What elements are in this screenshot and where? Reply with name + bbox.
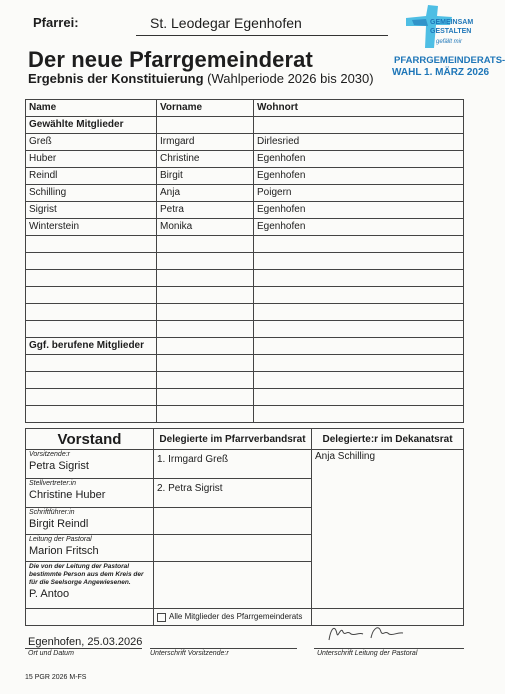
form-code: 15 PGR 2026 M-FS (25, 674, 87, 681)
pastoral-signature-line (314, 648, 464, 649)
member-vorname[interactable]: Petra (157, 202, 254, 219)
dekanat-cell (312, 450, 464, 609)
member-vorname[interactable]: Birgit (157, 168, 254, 185)
election-logo (392, 4, 505, 82)
role-cell-secretary (26, 508, 154, 535)
table-row (26, 151, 464, 168)
role-person[interactable]: Petra Sigrist (29, 460, 89, 472)
page-subtitle (28, 71, 374, 86)
role-label: Stellvertreter:in (29, 480, 77, 487)
role-person[interactable]: Marion Fritsch (29, 545, 99, 557)
vorstand-table (25, 428, 464, 626)
subtitle-bold: Ergebnis der Konstituierung (28, 71, 204, 86)
delegate-pfarrverband[interactable]: 1. Irmgard Greß (157, 454, 229, 465)
role-cell-deputy (26, 479, 154, 508)
pfarrei-underline (136, 35, 388, 36)
member-wohnort[interactable]: Egenhofen (254, 202, 464, 219)
member-name[interactable]: Sigrist (26, 202, 157, 219)
member-wohnort[interactable]: Egenhofen (254, 151, 464, 168)
section-appointed-row (26, 338, 464, 355)
empty-row (26, 287, 464, 304)
member-vorname[interactable]: Christine (157, 151, 254, 168)
empty-row (26, 355, 464, 372)
members-table (25, 99, 464, 423)
section-appointed-label: Ggf. berufene Mitglieder (26, 338, 157, 355)
role-label: Die von der Leitung der Pastoral bestimmte Person aus dem Kreis der für die Seelsorge Angewiesenen. (29, 563, 144, 586)
place-date-value[interactable]: Egenhofen, 25.03.2026 (28, 636, 143, 648)
header-wohnort: Wohnort (254, 100, 464, 117)
table-row (26, 219, 464, 236)
empty-row (26, 304, 464, 321)
all-members-option[interactable] (154, 609, 312, 626)
page-title: Der neue Pfarrgemeinderat (28, 47, 313, 72)
role-label: Schriftführer:in (29, 509, 75, 516)
delegate-dekanat[interactable]: Anja Schilling (315, 451, 376, 462)
logo-line-date: WAHL 1. MÄRZ 2026 (392, 67, 490, 78)
caption-chair-signature: Unterschrift Vorsitzende:r (150, 650, 229, 657)
subtitle-period: (Wahlperiode 2026 bis 2030) (203, 71, 374, 86)
empty-row (26, 372, 464, 389)
role-person[interactable]: P. Antoo (29, 588, 70, 600)
header-vorname: Vorname (157, 100, 254, 117)
header-dekanatsrat: Delegierte:r im Dekanatsrat (312, 429, 464, 450)
member-name[interactable]: Huber (26, 151, 157, 168)
delegate-pfarrverband[interactable]: 2. Petra Sigrist (157, 483, 223, 494)
pfarrei-value: St. Leodegar Egenhofen (150, 15, 302, 31)
chair-signature-line (150, 648, 297, 649)
members-header-row (26, 100, 464, 117)
logo-line-pgr: PFARRGEMEINDERATS- (394, 55, 505, 66)
vorstand-heading: Vorstand (26, 429, 154, 450)
member-wohnort[interactable]: Poigern (254, 185, 464, 202)
member-wohnort[interactable]: Egenhofen (254, 168, 464, 185)
logo-line-gestalten: GESTALTEN (430, 28, 472, 35)
role-cell-pastoral-lead (26, 535, 154, 562)
handwritten-signature-icon (325, 620, 415, 644)
member-name[interactable]: Winterstein (26, 219, 157, 236)
place-date-line (25, 648, 142, 649)
caption-place-date: Ort und Datum (28, 650, 74, 657)
role-label: Vorsitzende:r (29, 451, 70, 458)
logo-line-gemeinsam: GEMEINSAM (430, 19, 474, 26)
member-vorname[interactable]: Monika (157, 219, 254, 236)
member-name[interactable]: Reindl (26, 168, 157, 185)
empty-row (26, 253, 464, 270)
logo-line-gefaellt: gefällt mir (436, 39, 463, 45)
role-cell-pastoral-designee (26, 562, 154, 609)
header-pfarrverbandsrat: Delegierte im Pfarrverbandsrat (154, 429, 312, 450)
table-row (26, 134, 464, 151)
role-label: Leitung der Pastoral (29, 536, 92, 543)
delegate-cell (154, 479, 312, 508)
header-name: Name (26, 100, 157, 117)
member-vorname[interactable]: Irmgard (157, 134, 254, 151)
table-row (26, 168, 464, 185)
pastoral-signature (325, 620, 415, 644)
empty-row (26, 389, 464, 406)
empty-row (26, 236, 464, 253)
role-person[interactable]: Christine Huber (29, 489, 106, 501)
caption-pastoral-signature: Unterschrift Leitung der Pastoral (317, 650, 418, 657)
empty-row (26, 270, 464, 287)
member-name[interactable]: Schilling (26, 185, 157, 202)
member-wohnort[interactable]: Dirlesried (254, 134, 464, 151)
role-cell-chair (26, 450, 154, 479)
empty-row (26, 406, 464, 423)
delegate-cell (154, 450, 312, 479)
member-wohnort[interactable]: Egenhofen (254, 219, 464, 236)
role-person[interactable]: Birgit Reindl (29, 518, 89, 530)
all-members-label: Alle Mitglieder des Pfarrgemeinderats (169, 612, 303, 622)
table-row (26, 202, 464, 219)
member-vorname[interactable]: Anja (157, 185, 254, 202)
empty-row (26, 321, 464, 338)
section-elected-row (26, 117, 464, 134)
all-members-checkbox[interactable] (157, 613, 166, 622)
vorstand-row (26, 450, 464, 479)
member-name[interactable]: Greß (26, 134, 157, 151)
vorstand-header-row (26, 429, 464, 450)
table-row (26, 185, 464, 202)
section-elected-label: Gewählte Mitglieder (26, 117, 157, 134)
pfarrei-label: Pfarrei: (33, 15, 79, 30)
